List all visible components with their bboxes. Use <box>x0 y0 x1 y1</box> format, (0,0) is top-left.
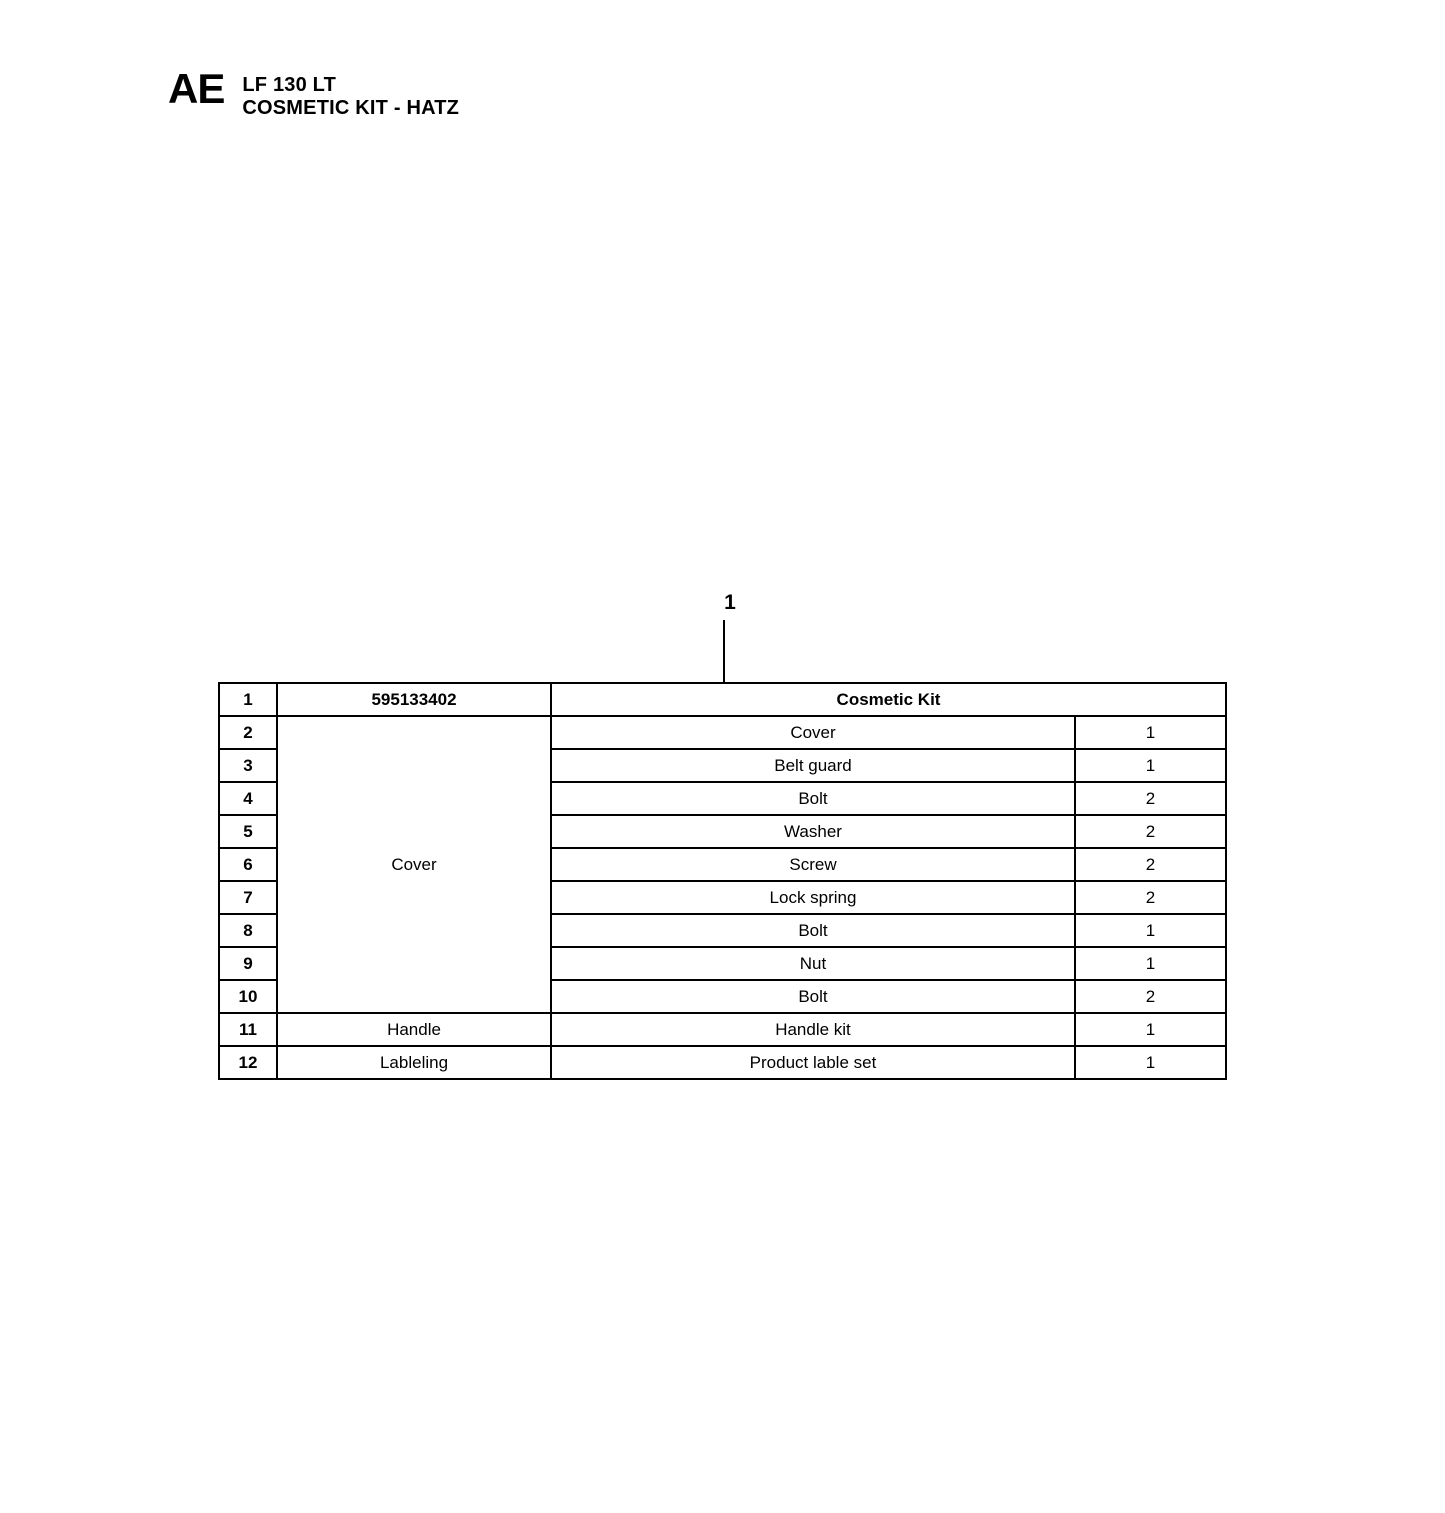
row-description: Washer <box>551 815 1075 848</box>
row-index: 7 <box>219 881 277 914</box>
row-group-name: Cover <box>277 716 551 1013</box>
row-description: Cover <box>551 716 1075 749</box>
row-part-name: Lableling <box>277 1046 551 1079</box>
row-index: 9 <box>219 947 277 980</box>
row-description: Nut <box>551 947 1075 980</box>
row-description: Product lable set <box>551 1046 1075 1079</box>
row-index: 11 <box>219 1013 277 1046</box>
table-row <box>219 1013 1226 1046</box>
row-quantity: 1 <box>1075 1046 1226 1079</box>
row-quantity: 1 <box>1075 749 1226 782</box>
row-quantity: 1 <box>1075 914 1226 947</box>
row-description: Bolt <box>551 782 1075 815</box>
row-part-name: Handle <box>277 1013 551 1046</box>
page-header <box>168 65 460 120</box>
callout-1 <box>700 592 760 614</box>
row-index: 8 <box>219 914 277 947</box>
header-titles <box>242 68 459 120</box>
row-description: Screw <box>551 848 1075 881</box>
table-row <box>219 1046 1226 1079</box>
row-description: Lock spring <box>551 881 1075 914</box>
row-part-number: 595133402 <box>277 683 551 716</box>
section-code: AE <box>168 65 225 112</box>
row-quantity: 1 <box>1075 716 1226 749</box>
row-quantity: 2 <box>1075 782 1226 815</box>
model-name: LF 130 LT <box>242 74 337 96</box>
row-index: 2 <box>219 716 277 749</box>
row-index: 5 <box>219 815 277 848</box>
row-index: 6 <box>219 848 277 881</box>
row-quantity: 1 <box>1075 947 1226 980</box>
row-index: 3 <box>219 749 277 782</box>
row-index: 12 <box>219 1046 277 1079</box>
row-quantity: 2 <box>1075 815 1226 848</box>
row-description: Belt guard <box>551 749 1075 782</box>
row-quantity: 2 <box>1075 848 1226 881</box>
row-description: Cosmetic Kit <box>551 683 1226 716</box>
row-quantity: 1 <box>1075 1013 1226 1046</box>
row-description: Handle kit <box>551 1013 1075 1046</box>
row-quantity: 2 <box>1075 980 1226 1013</box>
table-row <box>219 716 1226 749</box>
row-quantity: 2 <box>1075 881 1226 914</box>
row-index: 1 <box>219 683 277 716</box>
page-title: COSMETIC KIT - HATZ <box>242 97 460 119</box>
callout-leader-line <box>723 620 725 683</box>
row-description: Bolt <box>551 914 1075 947</box>
parts-table <box>218 682 1227 1080</box>
table-row <box>219 683 1226 716</box>
row-index: 4 <box>219 782 277 815</box>
callout-label: 1 <box>724 591 736 614</box>
row-description: Bolt <box>551 980 1075 1013</box>
row-index: 10 <box>219 980 277 1013</box>
